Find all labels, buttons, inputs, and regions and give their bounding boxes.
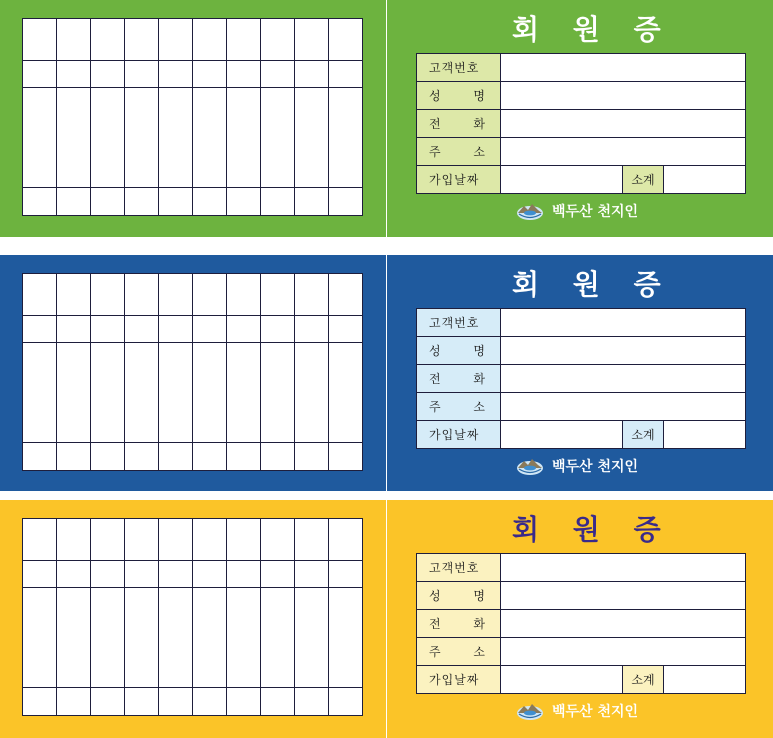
- stamp-panel: [0, 0, 386, 237]
- member-info-table: [416, 308, 746, 449]
- stamp-cell: [159, 343, 193, 443]
- referral-field[interactable]: [664, 421, 746, 449]
- stamp-cell: [329, 443, 363, 471]
- customer-no-label: 고객번호: [417, 554, 501, 582]
- stamp-cell: [261, 588, 295, 688]
- stamp-cell: [159, 588, 193, 688]
- stamp-cell: [159, 519, 193, 561]
- membership-card: [0, 500, 773, 738]
- stamp-cell: [261, 188, 295, 216]
- stamp-cell: [57, 61, 91, 88]
- stamp-cell: [261, 19, 295, 61]
- customer-no-field[interactable]: [501, 554, 746, 582]
- stamp-cell: [193, 519, 227, 561]
- stamp-cell: [227, 688, 261, 716]
- mountain-lake-logo-icon: [516, 701, 544, 721]
- join-date-field[interactable]: [501, 421, 623, 449]
- stamp-cell: [125, 688, 159, 716]
- stamp-cell: [91, 588, 125, 688]
- referral-field[interactable]: [664, 666, 746, 694]
- stamp-cell: [125, 519, 159, 561]
- stamp-cell: [329, 688, 363, 716]
- stamp-cell: [227, 561, 261, 588]
- stamp-cell: [23, 588, 57, 688]
- stamp-cell: [57, 688, 91, 716]
- stamp-cell: [227, 88, 261, 188]
- brand-name: 백두산 천지인: [552, 204, 639, 220]
- phone-label: 전 화: [417, 365, 501, 393]
- stamp-cell: [23, 274, 57, 316]
- stamp-cell: [295, 519, 329, 561]
- stamp-cell: [125, 61, 159, 88]
- stamp-cell: [91, 688, 125, 716]
- stamp-cell: [125, 561, 159, 588]
- card-title: 회 원 증: [512, 513, 673, 546]
- stamp-cell: [57, 88, 91, 188]
- stamp-cell: [295, 316, 329, 343]
- stamp-cell: [261, 274, 295, 316]
- stamp-cell: [91, 316, 125, 343]
- stamp-cell: [193, 88, 227, 188]
- stamp-cell: [227, 188, 261, 216]
- name-field[interactable]: [501, 582, 746, 610]
- stamp-panel: [0, 500, 386, 738]
- stamp-cell: [125, 188, 159, 216]
- stamp-cell: [295, 188, 329, 216]
- stamp-cell: [159, 316, 193, 343]
- referral-label: 소계: [623, 666, 664, 694]
- stamp-cell: [329, 274, 363, 316]
- stamp-cell: [57, 443, 91, 471]
- stamp-cell: [57, 316, 91, 343]
- card-title: 회 원 증: [512, 268, 673, 301]
- stamp-cell: [23, 443, 57, 471]
- stamp-cell: [91, 274, 125, 316]
- brand-name: 백두산 천지인: [552, 704, 639, 720]
- stamp-cell: [329, 19, 363, 61]
- customer-no-field[interactable]: [501, 54, 746, 82]
- stamp-cell: [193, 61, 227, 88]
- stamp-cell: [159, 188, 193, 216]
- stamp-cell: [295, 588, 329, 688]
- mountain-lake-logo-icon: [516, 201, 544, 221]
- stamp-cell: [125, 443, 159, 471]
- brand: [516, 201, 638, 221]
- stamp-cell: [193, 688, 227, 716]
- join-date-label: 가입날짜: [417, 666, 501, 694]
- join-date-field[interactable]: [501, 666, 623, 694]
- address-field[interactable]: [501, 138, 746, 166]
- stamp-cell: [329, 316, 363, 343]
- stamp-cell: [57, 561, 91, 588]
- stamp-cell: [57, 519, 91, 561]
- stamp-cell: [23, 343, 57, 443]
- stamp-cell: [227, 519, 261, 561]
- stamp-cell: [23, 561, 57, 588]
- stamp-cell: [193, 316, 227, 343]
- brand-name: 백두산 천지인: [552, 459, 639, 475]
- stamp-cell: [91, 19, 125, 61]
- join-date-label: 가입날짜: [417, 421, 501, 449]
- stamp-cell: [295, 61, 329, 88]
- name-label: 성 명: [417, 582, 501, 610]
- stamp-cell: [227, 274, 261, 316]
- stamp-cell: [57, 343, 91, 443]
- join-date-label: 가입날짜: [417, 166, 501, 194]
- stamp-cell: [159, 561, 193, 588]
- stamp-cell: [91, 443, 125, 471]
- referral-field[interactable]: [664, 166, 746, 194]
- join-date-field[interactable]: [501, 166, 623, 194]
- stamp-cell: [125, 343, 159, 443]
- stamp-cell: [23, 188, 57, 216]
- phone-label: 전 화: [417, 610, 501, 638]
- stamp-cell: [295, 561, 329, 588]
- address-field[interactable]: [501, 393, 746, 421]
- customer-no-field[interactable]: [501, 309, 746, 337]
- name-field[interactable]: [501, 337, 746, 365]
- stamp-cell: [91, 88, 125, 188]
- stamp-cell: [91, 561, 125, 588]
- member-info-table: [416, 53, 746, 194]
- stamp-cell: [125, 88, 159, 188]
- stamp-cell: [227, 588, 261, 688]
- referral-label: 소계: [623, 421, 664, 449]
- stamp-cell: [23, 316, 57, 343]
- stamp-cell: [227, 19, 261, 61]
- stamp-cell: [261, 61, 295, 88]
- stamp-cell: [193, 561, 227, 588]
- stamp-grid: [22, 518, 363, 716]
- stamp-cell: [261, 443, 295, 471]
- stamp-cell: [329, 188, 363, 216]
- stamp-cell: [91, 188, 125, 216]
- stamp-cell: [23, 19, 57, 61]
- stamp-cell: [329, 588, 363, 688]
- stamp-cell: [23, 688, 57, 716]
- stamp-cell: [193, 343, 227, 443]
- stamp-cell: [227, 316, 261, 343]
- stamp-cell: [227, 343, 261, 443]
- stamp-grid: [22, 273, 363, 471]
- name-label: 성 명: [417, 82, 501, 110]
- phone-field[interactable]: [501, 110, 746, 138]
- stamp-cell: [329, 343, 363, 443]
- stamp-cell: [91, 343, 125, 443]
- stamp-cell: [193, 443, 227, 471]
- stamp-cell: [125, 19, 159, 61]
- membership-card: [0, 255, 773, 491]
- stamp-cell: [261, 688, 295, 716]
- stamp-cell: [227, 443, 261, 471]
- stamp-cell: [159, 19, 193, 61]
- stamp-grid: [22, 18, 363, 216]
- stamp-cell: [329, 561, 363, 588]
- stamp-cell: [159, 88, 193, 188]
- stamp-cell: [23, 519, 57, 561]
- card-title: 회 원 증: [512, 13, 673, 46]
- referral-label: 소계: [623, 166, 664, 194]
- stamp-cell: [295, 88, 329, 188]
- stamp-cell: [295, 343, 329, 443]
- stamp-cell: [125, 316, 159, 343]
- stamp-cell: [159, 688, 193, 716]
- name-field[interactable]: [501, 82, 746, 110]
- stamp-cell: [125, 274, 159, 316]
- stamp-cell: [261, 519, 295, 561]
- member-info-table: [416, 553, 746, 694]
- stamp-cell: [295, 19, 329, 61]
- stamp-cell: [295, 274, 329, 316]
- stamp-cell: [261, 88, 295, 188]
- stamp-cell: [23, 88, 57, 188]
- stamp-cell: [57, 588, 91, 688]
- stamp-cell: [329, 61, 363, 88]
- stamp-cell: [57, 274, 91, 316]
- stamp-cell: [193, 588, 227, 688]
- stamp-cell: [329, 519, 363, 561]
- customer-no-label: 고객번호: [417, 309, 501, 337]
- stamp-cell: [125, 588, 159, 688]
- membership-card: [0, 0, 773, 237]
- stamp-cell: [91, 519, 125, 561]
- name-label: 성 명: [417, 337, 501, 365]
- address-field[interactable]: [501, 638, 746, 666]
- stamp-cell: [295, 688, 329, 716]
- address-label: 주 소: [417, 393, 501, 421]
- stamp-cell: [193, 188, 227, 216]
- stamp-cell: [57, 188, 91, 216]
- address-label: 주 소: [417, 138, 501, 166]
- phone-field[interactable]: [501, 365, 746, 393]
- phone-field[interactable]: [501, 610, 746, 638]
- stamp-cell: [261, 561, 295, 588]
- stamp-cell: [159, 443, 193, 471]
- customer-no-label: 고객번호: [417, 54, 501, 82]
- stamp-cell: [159, 274, 193, 316]
- stamp-cell: [329, 88, 363, 188]
- stamp-cell: [261, 343, 295, 443]
- mountain-lake-logo-icon: [516, 456, 544, 476]
- stamp-cell: [159, 61, 193, 88]
- stamp-cell: [227, 61, 261, 88]
- stamp-cell: [23, 61, 57, 88]
- address-label: 주 소: [417, 638, 501, 666]
- phone-label: 전 화: [417, 110, 501, 138]
- brand: [516, 456, 638, 476]
- stamp-cell: [295, 443, 329, 471]
- stamp-cell: [91, 61, 125, 88]
- stamp-cell: [57, 19, 91, 61]
- brand: [516, 701, 638, 721]
- stamp-cell: [193, 19, 227, 61]
- stamp-cell: [193, 274, 227, 316]
- stamp-cell: [261, 316, 295, 343]
- stamp-panel: [0, 255, 386, 491]
